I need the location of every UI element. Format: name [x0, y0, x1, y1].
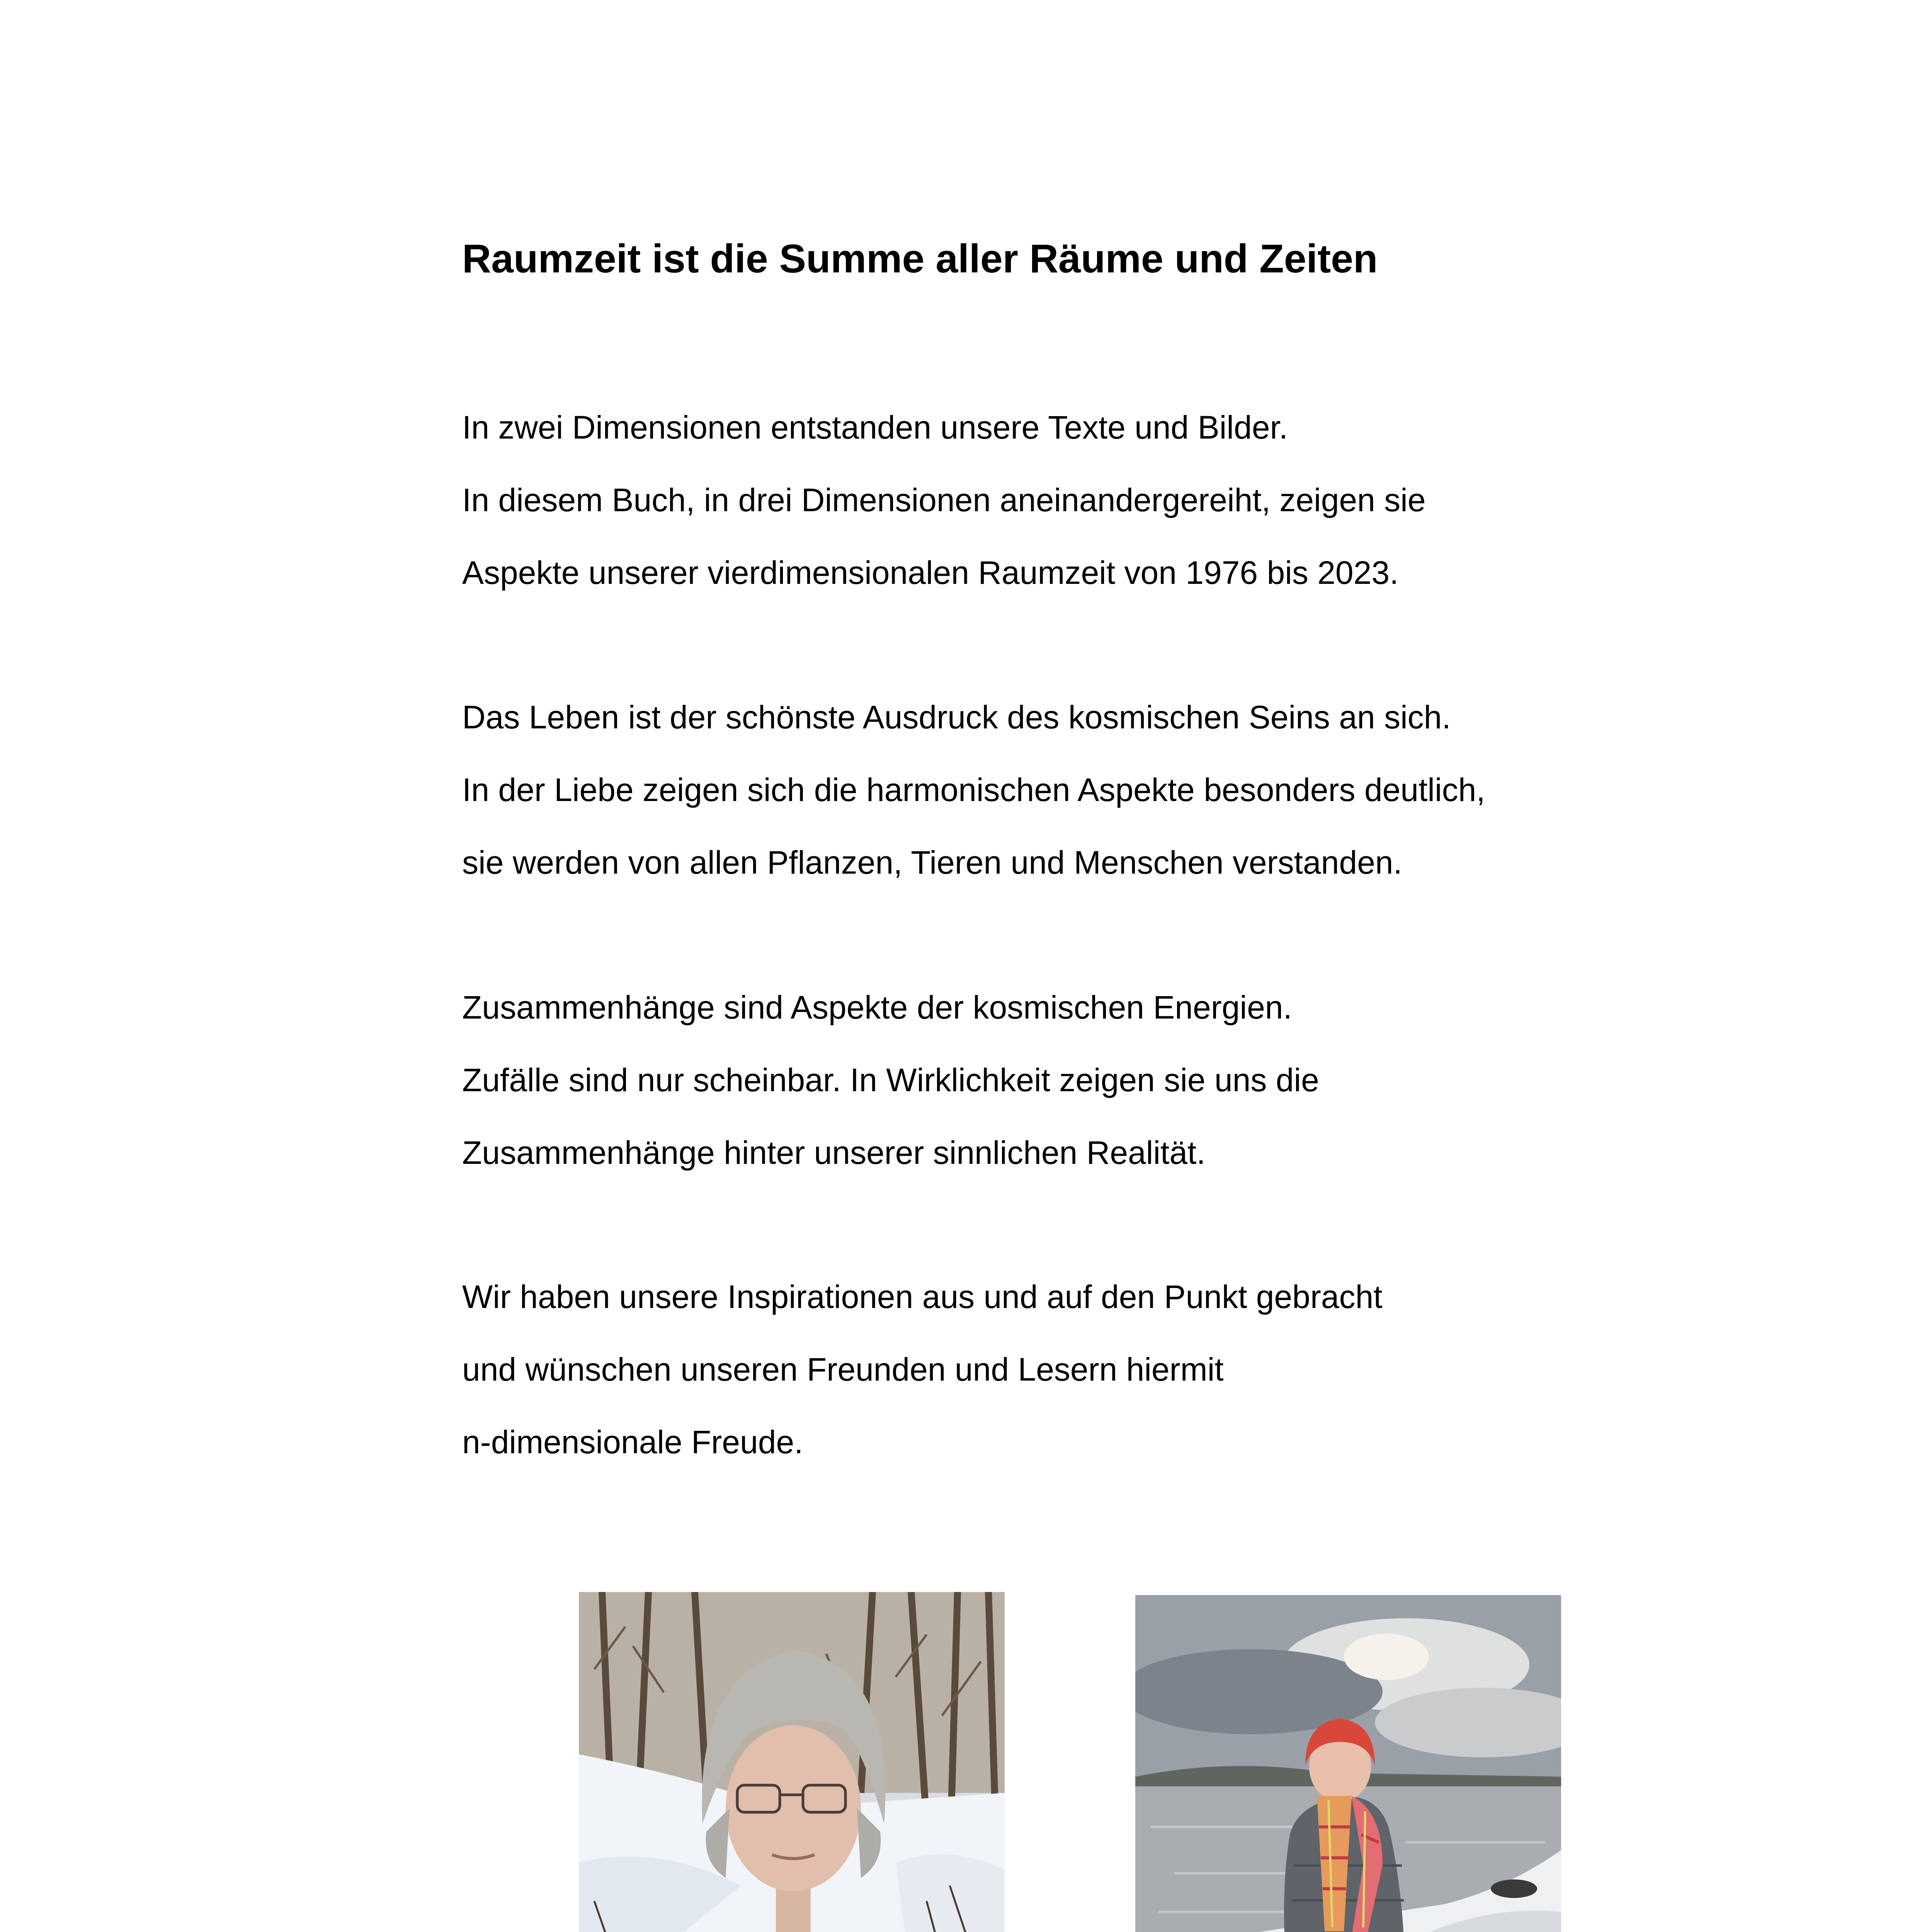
text-line: sie werden von allen Pflanzen, Tieren und Menschen verstanden.: [462, 844, 1402, 881]
text-line: Wir haben unsere Inspirationen aus und auf den Punkt gebracht: [462, 1279, 1383, 1315]
photo-jutta: [579, 1592, 1005, 1932]
text-line: Zusammenhänge hinter unserer sinnlichen Realität.: [462, 1134, 1206, 1171]
text-line: n-dimensionale Freude.: [462, 1424, 803, 1460]
text-line: und wünschen unseren Freunden und Lesern hiermit: [462, 1351, 1224, 1388]
text-line: In der Liebe zeigen sich die harmonischen Aspekte besonders deutlich,: [462, 772, 1485, 808]
text-line: In diesem Buch, in drei Dimensionen aneinandergereiht, zeigen sie: [462, 482, 1426, 518]
text-line: Zufälle sind nur scheinbar. In Wirklichkeit zeigen sie uns die: [462, 1062, 1319, 1098]
text-line: Zusammenhänge sind Aspekte der kosmischen Energien.: [462, 989, 1292, 1026]
portrait-image: [579, 1592, 1005, 1932]
paragraph-2: [462, 681, 1776, 899]
paragraph-4: [462, 1260, 1776, 1478]
page-title: Raumzeit ist die Summe aller Räume und Zeiten: [462, 236, 1378, 281]
text-line: In zwei Dimensionen entstanden unsere Texte und Bilder.: [462, 409, 1288, 446]
photo-anette: [1135, 1595, 1561, 1932]
portrait-image: [1135, 1595, 1561, 1932]
text-line: Das Leben ist der schönste Ausdruck des kosmischen Seins an sich.: [462, 699, 1451, 735]
paragraph-1: [462, 391, 1776, 609]
paragraph-3: [462, 971, 1776, 1189]
text-line: Aspekte unserer vierdimensionalen Raumzeit von 1976 bis 2023.: [462, 554, 1399, 591]
